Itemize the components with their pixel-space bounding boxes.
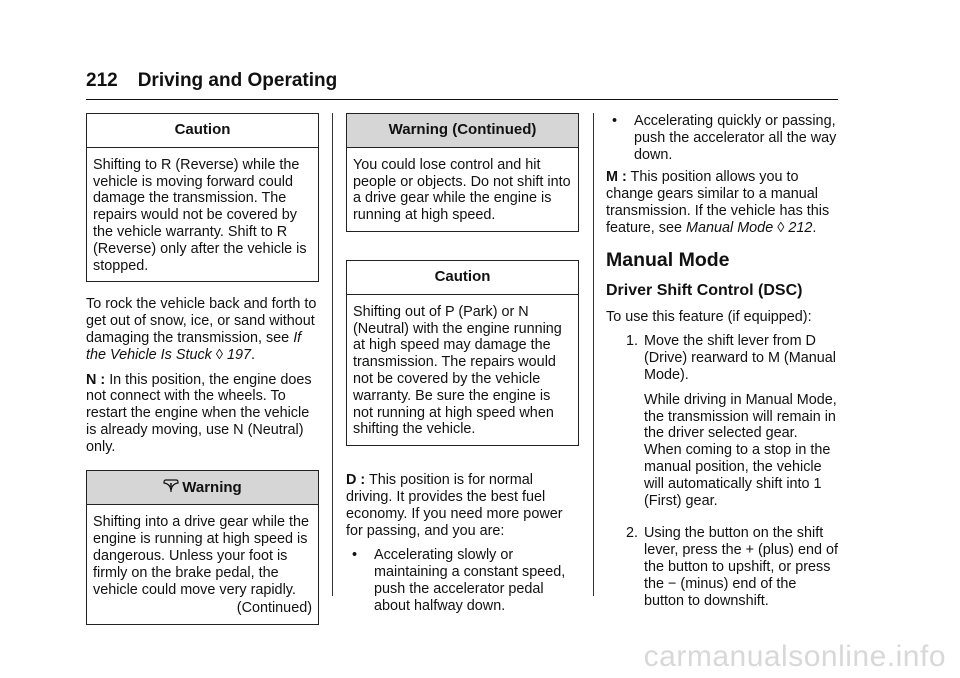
continued-label: (Continued) <box>236 600 312 617</box>
warning-box <box>86 470 319 626</box>
step-1-detail: While driving in Manual Mode, the transmission will remain in the driver selected gear. When coming to a stop in the manual position, the vehicle will automatically shift into 1 (First) gear. <box>644 391 837 509</box>
bullet-dot: • <box>352 547 358 564</box>
column-1 <box>86 113 319 639</box>
warning-triangle-icon <box>163 479 179 493</box>
bullet-text: Accelerating slowly or maintaining a constant speed, push the accelerator pedal about halfway down. <box>374 547 566 614</box>
page-number: 212 <box>86 70 118 91</box>
step-2-number: 2. <box>625 525 638 542</box>
warning-title-bar <box>87 471 318 506</box>
caution-box-2 <box>346 260 579 446</box>
warning-continued-body: You could lose control and hit people or objects. Do not shift into a drive gear while the engine is running at high speed. <box>353 156 571 224</box>
step-1-text: Move the shift lever from D (Drive) rearward to M (Manual Mode). <box>644 333 836 383</box>
header-rule <box>86 99 838 100</box>
caution-body: Shifting to R (Reverse) while the vehicle is moving forward could damage the transmission. The repairs would not be covered by the vehicle warranty. Shift to R (Reverse) only after the vehicle is stopped. <box>93 156 307 274</box>
page-header <box>86 70 337 92</box>
column-divider-1 <box>332 113 333 596</box>
bullet-dot-2: • <box>612 113 618 129</box>
step-1 <box>606 333 838 517</box>
d-label: D : <box>346 472 366 489</box>
intro-text: To use this feature (if equipped): <box>606 308 812 325</box>
warning-title: Warning <box>182 478 242 496</box>
n-label: N : <box>86 371 106 388</box>
m-label: M : <box>606 169 627 186</box>
step-1-number: 1. <box>625 333 638 350</box>
step-2-text: Using the button on the shift lever, press the + (plus) end of the button to upshift, or press the − (minus) end of the button to downshift. <box>644 525 838 609</box>
manual-mode-link[interactable]: Manual Mode <box>686 219 774 236</box>
caution-box <box>86 113 319 282</box>
ref-symbol: ◊ <box>215 346 223 363</box>
bullet-item-2 <box>606 113 838 163</box>
column-2 <box>346 113 579 621</box>
step-2 <box>606 525 838 617</box>
n-paragraph: N : In this position, the engine does not connect with the wheels. To restart the engine when the vehicle is already moving, use N (Neutral) only. <box>86 371 312 455</box>
rock-ref[interactable]: 197 <box>226 346 251 363</box>
rock-paragraph: To rock the vehicle back and forth to get out of snow, ice, or sand without damaging the transmission, see If the Vehicle Is Stuck ◊ 197. <box>86 296 317 363</box>
section-title: Driving and Operating <box>137 70 338 91</box>
column-3 <box>606 113 838 625</box>
m-ref[interactable]: 212 <box>788 219 813 236</box>
watermark: carmanualsonline.info <box>643 640 946 673</box>
section-heading: Manual Mode <box>606 248 730 271</box>
bullet-text-2: Accelerating quickly or passing, push the accelerator all the way down. <box>634 113 837 163</box>
caution-title-2: Caution <box>347 261 578 295</box>
subsection-heading: Driver Shift Control (DSC) <box>606 281 803 299</box>
warning-continued-title: Warning (Continued) <box>347 114 578 148</box>
caution-title: Caution <box>87 114 318 148</box>
svg-text:!: ! <box>169 481 174 491</box>
warning-continued-box <box>346 113 579 232</box>
caution-body-2: Shifting out of P (Park) or N (Neutral) with the engine running at high speed may damage the transmission. The repairs would not be covered by the vehicle warranty. Be sure the engine is not running at high speed when shifting the vehicle. <box>353 303 562 438</box>
rock-link[interactable]: If the Vehicle Is Stuck <box>86 329 302 363</box>
warning-body-wrap <box>87 505 318 624</box>
d-paragraph: D : This position is for normal driving. It provides the best fuel economy. If you need more power for passing, and you are: <box>346 472 563 539</box>
m-paragraph: M : This position allows you to change gears similar to a manual transmission. If the vehicle has this feature, see Manual Mode ◊ 212. <box>606 169 830 236</box>
bullet-item <box>346 547 579 614</box>
ref-symbol-2: ◊ <box>777 219 785 236</box>
warning-body: Shifting into a drive gear while the engine is running at high speed is dangerous. Unless your foot is firmly on the brake pedal, the vehicle could move very rapidly. <box>93 514 309 598</box>
column-divider-2 <box>593 113 594 596</box>
